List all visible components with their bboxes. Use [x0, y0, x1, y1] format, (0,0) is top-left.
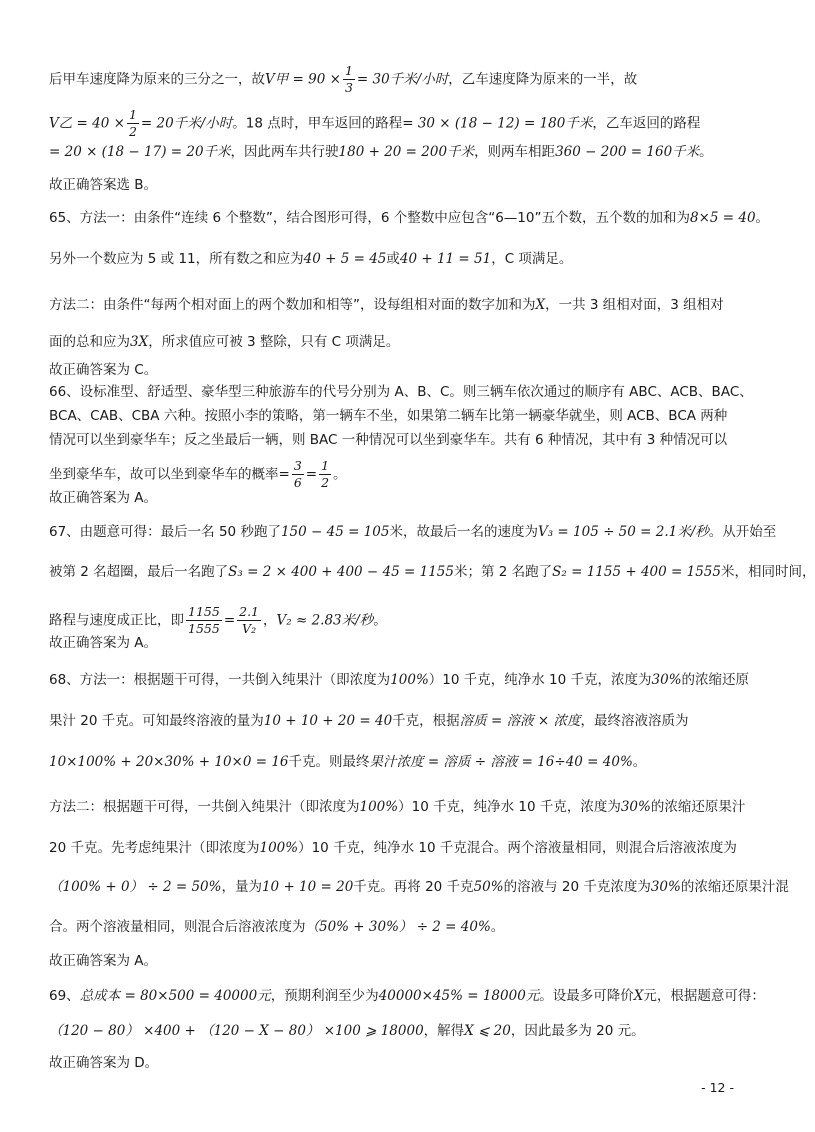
text: 的浓缩还原果汁 — [650, 799, 746, 815]
text: ，乙车速度降为原来的一半，故 — [448, 71, 638, 88]
text-line — [49, 522, 776, 542]
text: 。 — [699, 144, 713, 160]
text: 千克，根据 — [392, 713, 460, 729]
formula: 总成本 = 80×500 = 40000元 — [79, 988, 271, 1004]
text-line: 故正确答案为 C。 — [49, 362, 158, 378]
text-line — [49, 877, 789, 897]
text: 元，根据题意可得： — [643, 988, 765, 1004]
text: ，则两车相距 — [474, 144, 556, 160]
formula: 30% — [620, 799, 651, 815]
text-line — [49, 752, 646, 772]
text: ）10 千克，纯净水 10 千克，浓度为 — [428, 672, 652, 688]
text-line: 故正确答案为 A。 — [49, 635, 158, 651]
text-line: 故正确答案为 A。 — [49, 953, 158, 969]
formula: 10×100% + 20×30% + 10×0 = 16 — [49, 754, 289, 770]
text: 。 — [490, 919, 505, 935]
text: ，解得 — [423, 1023, 465, 1039]
formula: = — [305, 466, 318, 483]
formula: 40 + 11 = 51 — [399, 251, 492, 267]
formula: X — [535, 297, 546, 313]
formula: 150 − 45 = 105 — [280, 524, 390, 540]
text: 。 — [373, 612, 387, 629]
text-line: 故正确答案为 D。 — [49, 1055, 159, 1071]
text: 。 — [333, 466, 347, 483]
formula: （50% + 30%） ÷ 2 = 40% — [305, 919, 491, 935]
formula: 360 − 200 = 160千米 — [555, 144, 700, 160]
text: ）10 千克，纯净水 10 千克，浓度为 — [398, 799, 621, 815]
text: 。 — [632, 754, 647, 770]
text: 果汁 20 千克。可知最终溶液的量为 — [49, 713, 264, 729]
text: ，预期利润至少为 — [270, 988, 379, 1004]
text-line — [49, 1021, 645, 1041]
text-line: 66、设标准型、舒适型、豪华型三种旅游车的代号分别为 A、B、C。则三辆车依次通过的顺序有 ABC、ACB、BAC、 — [49, 384, 753, 400]
formula: V乙 = 40 × — [49, 115, 125, 132]
formula: = 30千米/小时 — [356, 71, 449, 88]
text: 合。两个溶液量相同，则混合后溶液浓度为 — [49, 919, 306, 935]
formula: 10 + 10 + 20 = 40 — [263, 713, 393, 729]
formula: 30% — [651, 672, 682, 688]
formula: = 20千米/小时 — [140, 115, 233, 132]
text: ，一共 3 组相对面，3 组相对 — [545, 297, 724, 313]
formula: （100% + 0） ÷ 2 = 50% — [49, 879, 222, 895]
text-line — [49, 107, 700, 140]
text: 。设最多可降价 — [539, 988, 634, 1004]
text-line: 故正确答案选 B。 — [49, 177, 158, 193]
formula: 溶质 = 溶液 × 浓度 — [459, 713, 581, 729]
formula: 8×5 = 40 — [689, 210, 756, 226]
formula: V₃ = 105 ÷ 50 = 2.1米/秒 — [537, 524, 709, 540]
text: 米，故最后一名的速度为 — [389, 524, 538, 540]
text: 67、由题意可得：最后一名 50 秒跑了 — [49, 524, 281, 540]
formula: 果汁浓度 = 溶质 ÷ 溶液 = 16÷40 = 40% — [369, 754, 633, 770]
text: ，因此最多为 20 元。 — [510, 1023, 645, 1039]
text: ，因此两车共行驶 — [230, 144, 339, 160]
fraction: $\frac{1155}{1555}$ — [188, 604, 220, 636]
text-line: BCA、CAB、CBA 六种。按照小李的策略，第一辆车不坐，如果第二辆车比第一辆豪华就坐，则 ACB、BCA 两种 — [49, 408, 728, 424]
text-line — [49, 249, 572, 269]
formula: S₃ = 2 × 400 + 400 − 45 = 1155 — [228, 564, 454, 580]
text: ，量为 — [221, 879, 262, 895]
text: 65、方法一：由条件“连续 6 个整数”，结合图形可得，6 个整数中应包含“6—10”五个数，五个数的加和为 — [49, 210, 690, 226]
text: 米；第 2 名跑了 — [453, 564, 553, 580]
text: ， — [263, 612, 277, 629]
formula: （120 − 80） ×400 + （120 − X − 80） ×100 ⩾ 18000 — [49, 1023, 424, 1039]
text: 。从开始至 — [708, 524, 777, 540]
text-line — [49, 295, 724, 315]
fraction: $\frac{3}{6}$ — [293, 458, 302, 490]
text: 后甲车速度降为原来的三分之一，故 — [49, 71, 265, 88]
text-line — [49, 711, 688, 731]
text: 千克。再将 20 千克 — [353, 879, 474, 895]
formula: = — [223, 612, 236, 629]
text: 的浓缩还原 — [681, 672, 750, 688]
formula: 30% — [650, 879, 681, 895]
fraction: $\frac{2.1}{\text{V₂}}$ — [239, 604, 260, 636]
text-line — [49, 332, 399, 352]
text: ，所求值应可被 3 整除，只有 C 项满足。 — [148, 334, 400, 350]
formula: V甲 = 90 × — [265, 71, 341, 88]
formula: S₂ = 1155 + 400 = 1555 — [552, 564, 721, 580]
formula: 40 + 5 = 45 — [303, 251, 387, 267]
text-line — [49, 63, 637, 96]
formula: = — [278, 466, 290, 483]
formula: 3X — [130, 334, 149, 350]
text: 路程与速度成正比，即 — [49, 612, 184, 629]
formula: 50% — [473, 879, 504, 895]
formula: X ⩽ 20 — [464, 1023, 511, 1039]
page-number: - 12 - — [701, 1080, 734, 1095]
text: 面的总和应为 — [49, 334, 130, 350]
text: 米，相同时间， — [720, 564, 815, 580]
fraction: $\frac{1}{2}$ — [321, 458, 330, 490]
text: ，乙车返回的路程 — [592, 115, 701, 132]
fraction: $\frac{1}{3}$ — [344, 63, 353, 95]
formula: 10 + 10 = 20 — [261, 879, 354, 895]
text-line — [49, 562, 815, 582]
formula: 180 + 20 = 200千米 — [338, 144, 475, 160]
formula: = 30 × (18 − 12) = 180千米 — [402, 115, 593, 132]
formula: X — [633, 988, 644, 1004]
text: 。 — [755, 210, 770, 226]
text: ，C 项满足。 — [491, 251, 573, 267]
text-line: 故正确答案为 A。 — [49, 490, 158, 506]
formula: = 20 × (18 − 17) = 20千米 — [49, 144, 231, 160]
text: ）10 千克，纯净水 10 千克混合。两个溶液量相同，则混合后溶液浓度为 — [298, 840, 737, 856]
text: 或 — [386, 251, 400, 267]
formula: 100% — [390, 672, 429, 688]
text: 69、 — [49, 988, 80, 1004]
text-line — [49, 797, 745, 817]
text-line — [49, 670, 749, 690]
text: 方法二：根据题干可得，一共倒入纯果汁（即浓度为 — [49, 799, 360, 815]
text: 千克。则最终 — [288, 754, 370, 770]
text: 被第 2 名超圈，最后一名跑了 — [49, 564, 229, 580]
text-line — [49, 986, 765, 1006]
text: ，最终溶液溶质为 — [580, 713, 689, 729]
formula: V₂ ≈ 2.83米/秒 — [276, 612, 374, 629]
formula: 100% — [259, 840, 299, 856]
text-line — [49, 838, 737, 858]
formula: 40000×45% = 18000元 — [378, 988, 540, 1004]
formula: 100% — [359, 799, 399, 815]
fraction: $\frac{1}{2}$ — [128, 107, 137, 139]
text: 20 千克。先考虑纯果汁（即浓度为 — [49, 840, 260, 856]
text: 方法二：由条件“每两个相对面上的两个数加和相等”，设每组相对面的数字加和为 — [49, 297, 536, 313]
text-line — [49, 458, 347, 491]
text: 68、方法一：根据题干可得，一共倒入纯果汁（即浓度为 — [49, 672, 391, 688]
text: 的溶液与 20 千克浓度为 — [503, 879, 651, 895]
text: 另外一个数应为 5 或 11，所有数之和应为 — [49, 251, 304, 267]
text: 。18 点时，甲车返回的路程 — [232, 115, 403, 132]
text-line — [49, 208, 769, 228]
text-line — [49, 142, 713, 162]
text-line — [49, 917, 504, 937]
text-line: 情况可以坐到豪华车；反之坐最后一辆，则 BAC 一种情况可以坐到豪华车。共有 6 种情况，其中有 3 种情况可以 — [49, 432, 728, 448]
text: 坐到豪华车，故可以坐到豪华车的概率 — [49, 466, 279, 483]
text: 的浓缩还原果汁混 — [680, 879, 789, 895]
